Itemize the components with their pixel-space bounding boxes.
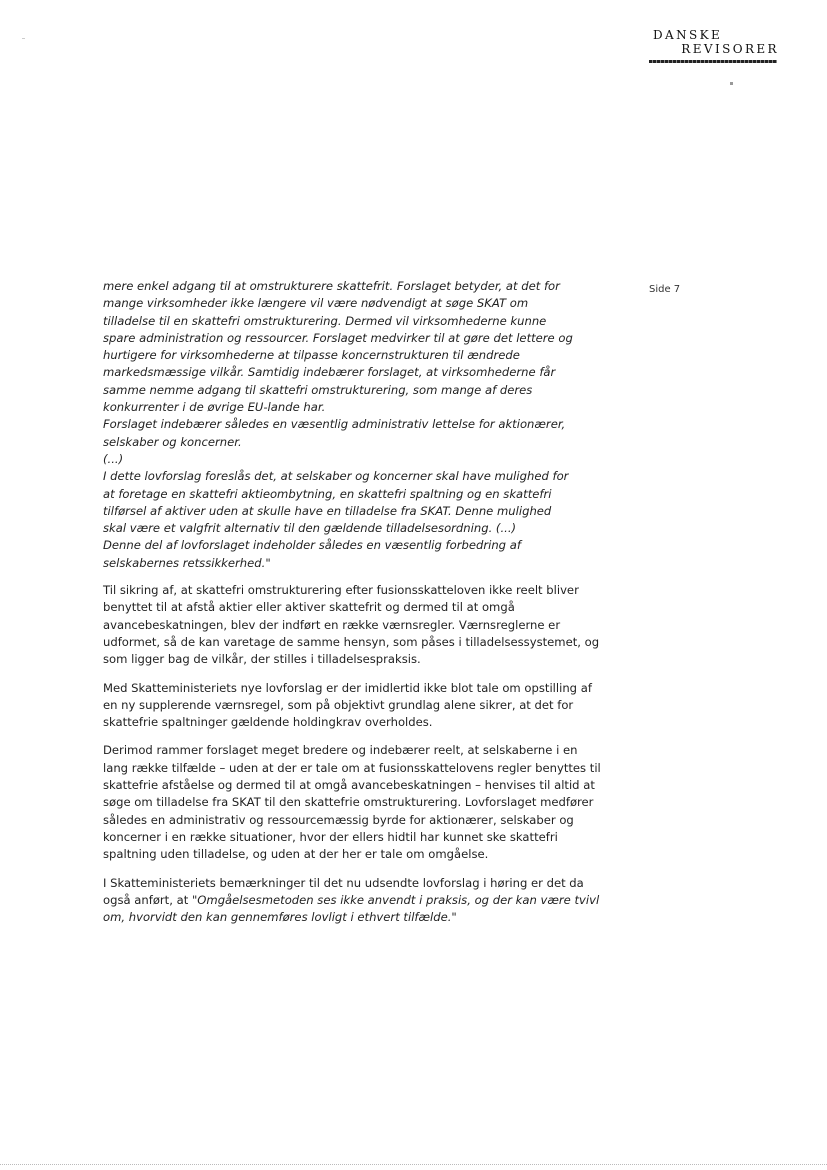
quote-line: tilførsel af aktiver uden at skulle have en tilladelse fra SKAT. Denne mulighed xyxy=(103,503,552,518)
paragraph: Derimod rammer forslaget meget bredere og indebærer reelt, at selskaberne i en lang række tilfælde – uden at der er tale om at fusionsskattelovens regler benyttes til skattefrie afståelse og dermed til at omgå avancebeskatningen – henvises til altid at søge om tilladelse fra SKAT til den skattefrie omstrukturering. Lovforslaget medfører således en administrativ og ressourcemæssig byrde for aktionærer, selskaber og koncerner i en række situationer, hvor der ellers hidtil har kunnet ske skattefri spaltning uden tilladelse, og uden at der her er tale om omgåelse. xyxy=(103,743,601,862)
quote-line: selskaber og koncerner. xyxy=(103,434,242,449)
quote-line: selskabernes retssikkerhed." xyxy=(103,555,271,570)
quote-line: hurtigere for virksomhederne at tilpasse koncernstrukturen til ændrede xyxy=(103,348,520,363)
paragraph-quote: "Omgåelsesmetoden ses ikke anvendt i praksis, og der kan være tvivl om, hvorvidt den kan gennemføres lovligt i ethvert tilfælde." xyxy=(103,892,600,925)
quoted-excerpt xyxy=(103,278,605,572)
quote-line: (...) xyxy=(103,451,124,466)
logo-line-1: DANSKE xyxy=(653,28,723,42)
scan-mark xyxy=(730,82,733,85)
quote-line: mange virksomheder ikke længere vil være nødvendigt at søge SKAT om xyxy=(103,296,529,311)
paragraph-final xyxy=(103,875,605,927)
danske-revisorer-logo xyxy=(649,28,779,63)
paragraph-lead: I Skatteministeriets bemærkninger til det nu udsendte lovforslag i høring er det da også anført, at xyxy=(103,875,584,907)
paragraph: Til sikring af, at skattefri omstrukturering efter fusionsskatteloven ikke reelt bliver benyttet til at afstå aktier eller aktiver skattefrit og dermed til at omgå avancebeskatningen, blev der indført en række værnsregler. Værnsreglerne er udformet, så de kan varetage de samme hensyn, som påses i tilladelsessystemet, og som ligger bag de vilkår, der stilles i tilladelsespraksis. xyxy=(103,583,600,667)
quote-line: markedsmæssige vilkår. Samtidig indebærer forslaget, at virksomhederne får xyxy=(103,365,556,380)
paragraph: Med Skatteministeriets nye lovforslag er der imidlertid ikke blot tale om opstilling af en ny supplerende værnsregel, som på objektivt grundlag alene sikrer, at det for skattefrie spaltninger gældende holdingkrav overholdes. xyxy=(103,680,592,730)
scan-speck xyxy=(22,38,25,39)
quote-line: Forslaget indebærer således en væsentlig administrativ lettelse for aktionærer, xyxy=(103,417,566,432)
page-edge xyxy=(0,1164,827,1166)
logo-line-2: REVISORER xyxy=(681,42,779,56)
quote-line: skal være et valgfrit alternativ til den gældende tilladelsesordning. (...) xyxy=(103,521,517,536)
document-body xyxy=(103,278,605,937)
logo-underline xyxy=(649,60,777,63)
quote-line: Denne del af lovforslaget indeholder således en væsentlig forbedring af xyxy=(103,538,521,553)
quote-line: at foretage en skattefri aktieombytning, en skattefri spaltning og en skattefri xyxy=(103,486,552,501)
quote-line: samme nemme adgang til skattefri omstrukturering, som mange af deres xyxy=(103,382,533,397)
quote-line: spare administration og ressourcer. Forslaget medvirker til at gøre det lettere og xyxy=(103,330,573,345)
page-number: Side 7 xyxy=(649,284,681,295)
quote-line: tilladelse til en skattefri omstrukturering. Dermed vil virksomhederne kunne xyxy=(103,313,547,328)
quote-line: I dette lovforslag foreslås det, at selskaber og koncerner skal have mulighed for xyxy=(103,469,569,484)
quote-line: konkurrenter i de øvrige EU-lande har. xyxy=(103,400,326,415)
quote-line: mere enkel adgang til at omstrukturere skattefrit. Forslaget betyder, at det for xyxy=(103,279,560,293)
